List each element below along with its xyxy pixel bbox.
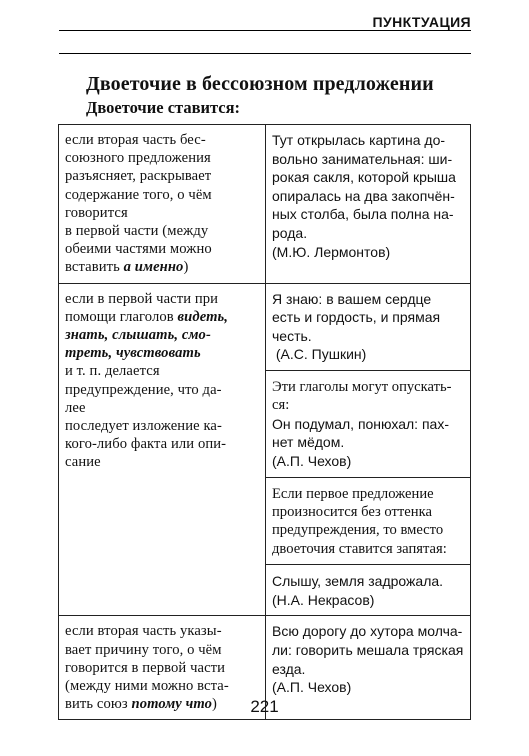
example-cell [266, 125, 471, 284]
example-line: рода. [272, 224, 308, 241]
running-head: ПУНКТУАЦИЯ [372, 14, 471, 30]
cell-divider [266, 370, 470, 371]
emphasis-phrase: треть, чувствовать [65, 345, 201, 362]
example-author: (А.П. Чехов) [272, 679, 352, 696]
rule-line: говорится в первой части [65, 659, 226, 676]
example-line: Всю дорогу до хутора молча- [272, 623, 463, 640]
example-line: вольно занимательная: ши- [272, 150, 453, 167]
rule-text: вить союз [65, 696, 132, 713]
example-author: (А.П. Чехов) [272, 453, 352, 469]
rule-line: союзного предложения [65, 150, 211, 167]
example-line: Тут открылась картина до- [272, 132, 446, 148]
example-line: рокая сакля, которой крыша [272, 169, 456, 186]
rule-line: если в первой части при [65, 290, 219, 307]
emphasis-phrase: знать, слышать, смо- [65, 327, 211, 344]
example-line: ных столба, была полна на- [272, 206, 454, 223]
example-author: (М.Ю. Лермонтов) [272, 243, 391, 260]
rule-line: в первой части (между [65, 223, 209, 240]
rule-line: если вторая часть бес- [65, 132, 206, 148]
rule-line: обеими частями можно [65, 241, 212, 258]
emphasis-phrase: видеть, [177, 308, 229, 325]
example-cell [266, 283, 471, 616]
rules-table [58, 124, 471, 720]
rule-text: ) [183, 259, 189, 276]
note-line: двоеточия ставится запятая: [272, 540, 447, 557]
rule-line: разъясняет, раскрывает [65, 168, 212, 185]
header-rule-top [59, 30, 471, 31]
example-line: нет мёдом. [272, 434, 345, 451]
note-line: Эти глаголы могут опускать- [272, 379, 452, 395]
example-line: Он подумал, понюхал: пах- [272, 415, 449, 432]
table-row [59, 125, 471, 284]
rule-line: предупреждение, что да- [65, 381, 222, 398]
example-line: Я знаю: в вашем сердце [272, 290, 432, 307]
page-number: 221 [250, 697, 279, 716]
rule-line: лее [65, 399, 86, 416]
rule-line [65, 258, 260, 276]
rule-text: помощи глаголов [65, 308, 178, 325]
example-line: опиралась на два закопчён- [272, 187, 455, 204]
table-row [59, 283, 471, 616]
emphasis-phrase: а именно [123, 259, 184, 276]
rule-line: последует изложение ка- [65, 418, 222, 435]
cell-divider [266, 564, 470, 565]
rule-cell [59, 283, 266, 616]
example-line: езда. [272, 660, 306, 677]
rule-line: если вторая часть указы- [65, 623, 222, 640]
rule-line: вает причину того, о чём [65, 641, 222, 658]
rule-cell [59, 125, 266, 284]
note-line: произносится без оттенка [272, 504, 432, 520]
example-line: честь. [272, 327, 312, 344]
emphasis-phrase: потому что [131, 696, 213, 713]
example-line: есть и гордость, и прямая [272, 309, 441, 326]
section-subtitle: Двоеточие ставится: [86, 98, 241, 117]
rule-line: (между ними можно вста- [65, 678, 229, 695]
rule-line [65, 308, 260, 326]
note-line: Если первое предложение [272, 485, 434, 502]
rule-text: вставить [65, 259, 124, 276]
note-line: предупреждения, то вместо [272, 522, 444, 539]
rule-text: ) [212, 696, 218, 713]
example-author: (А.С. Пушкин) [272, 346, 367, 363]
example-line: Слышу, земля задрожала. [272, 573, 444, 590]
note-line: ся: [272, 397, 290, 414]
rule-line: кого-либо факта или опи- [65, 436, 227, 453]
header-rule-bottom [59, 53, 471, 54]
rule-line: говорится [65, 204, 128, 221]
section-title: Двоеточие в бессоюзном предложении [86, 73, 434, 95]
rule-line: и т. п. делается [65, 363, 160, 380]
example-author: (Н.А. Некрасов) [272, 591, 375, 608]
example-line: ли: говорить мешала тряская [272, 642, 464, 658]
rule-line: содержание того, о чём [65, 186, 212, 203]
rule-line: сание [65, 454, 101, 471]
cell-divider [266, 477, 470, 478]
